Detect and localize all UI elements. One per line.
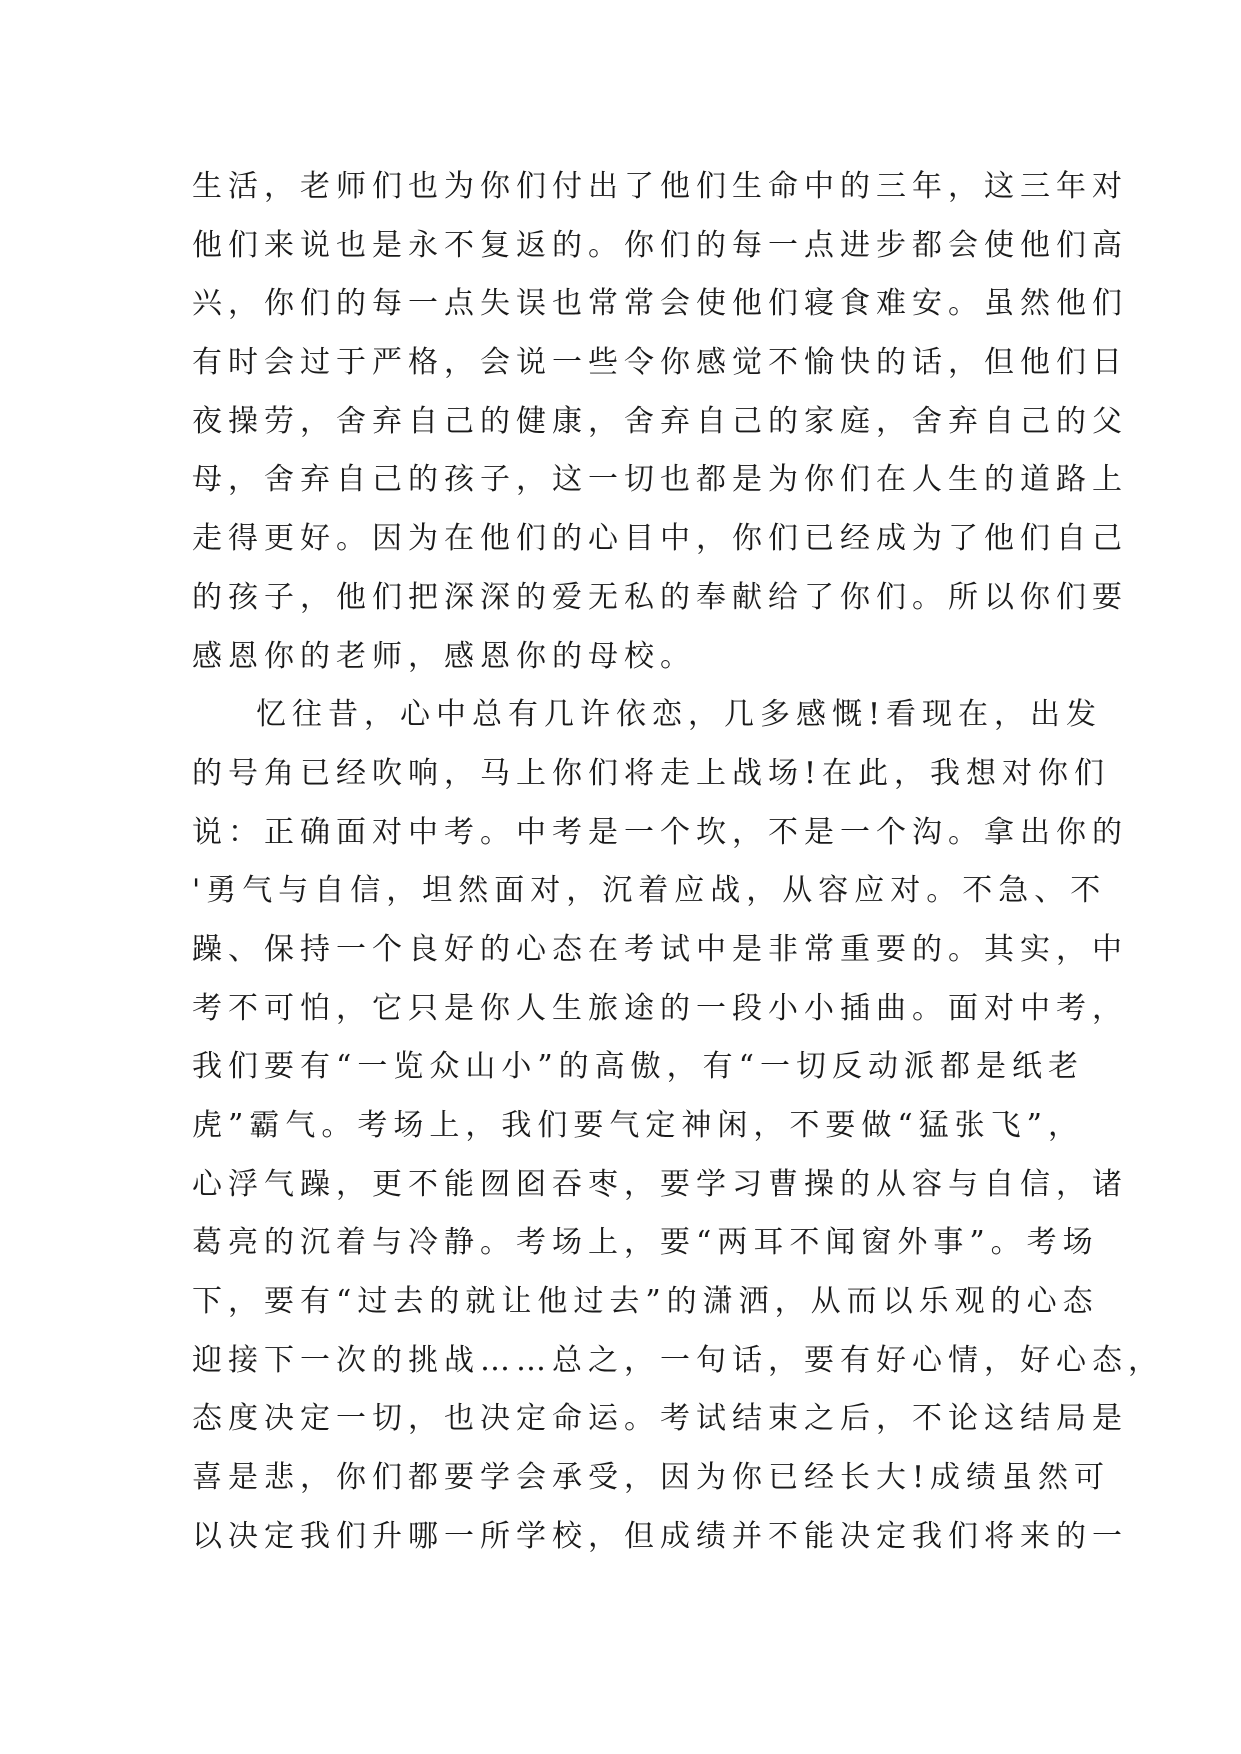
text-line: 迎接下一次的挑战……总之，一句话，要有好心情，好心态，	[192, 1342, 1164, 1378]
text-line: 有时会过于严格，会说一些令你感觉不愉快的话，但他们日	[192, 345, 1128, 381]
text-line: 母，舍弃自己的孩子，这一切也都是为你们在人生的道路上	[192, 462, 1128, 498]
paragraph-1	[192, 158, 1128, 686]
text-line: 喜是悲，你们都要学会承受，因为你已经长大!成绩虽然可	[192, 1460, 1111, 1496]
text-line: 躁、保持一个良好的心态在考试中是非常重要的。其实，中	[192, 931, 1128, 967]
text-line: 下，要有“过去的就让他过去”的潇洒，从而以乐观的心态	[192, 1284, 1099, 1320]
text-line: 葛亮的沉着与冷静。考场上，要“两耳不闻窗外事”。考场	[192, 1225, 1099, 1261]
text-line: 忆往昔，心中总有几许依恋，几多感慨!看现在，出发	[256, 697, 1103, 733]
text-line: 的孩子，他们把深深的爱无私的奉献给了你们。所以你们要	[192, 579, 1128, 615]
text-line: 心浮气躁，更不能囫囵吞枣，要学习曹操的从容与自信，诸	[192, 1166, 1128, 1202]
text-line: 兴，你们的每一点失误也常常会使他们寝食难安。虽然他们	[192, 286, 1128, 322]
text-line: 生活，老师们也为你们付出了他们生命中的三年，这三年对	[192, 169, 1128, 204]
paragraph-2	[192, 686, 1164, 1566]
document-body	[192, 158, 1164, 1567]
text-line: 虎”霸气。考场上，我们要气定神闲，不要做“猛张飞”，	[192, 1108, 1085, 1143]
text-line: 的号角已经吹响，马上你们将走上战场!在此，我想对你们	[192, 755, 1111, 791]
text-line: 态度决定一切，也决定命运。考试结束之后，不论这结局是	[192, 1401, 1128, 1437]
text-line: 考不可怕，它只是你人生旅途的一段小小插曲。面对中考，	[192, 990, 1128, 1026]
text-line: 以决定我们升哪一所学校，但成绩并不能决定我们将来的一	[192, 1518, 1128, 1554]
text-line: 他们来说也是永不复返的。你们的每一点进步都会使他们高	[192, 227, 1128, 263]
text-line: 走得更好。因为在他们的心目中，你们已经成为了他们自己	[192, 521, 1128, 557]
text-line: '勇气与自信，坦然面对，沉着应战，从容应对。不急、不	[192, 873, 1107, 909]
text-line: 夜操劳，舍弃自己的健康，舍弃自己的家庭，舍弃自己的父	[192, 403, 1128, 439]
text-line: 感恩你的老师，感恩你的母校。	[192, 638, 696, 674]
text-line: 我们要有“一览众山小”的高傲，有“一切反动派都是纸老	[192, 1049, 1085, 1085]
text-line: 说：正确面对中考。中考是一个坎，不是一个沟。拿出你的	[192, 814, 1128, 850]
